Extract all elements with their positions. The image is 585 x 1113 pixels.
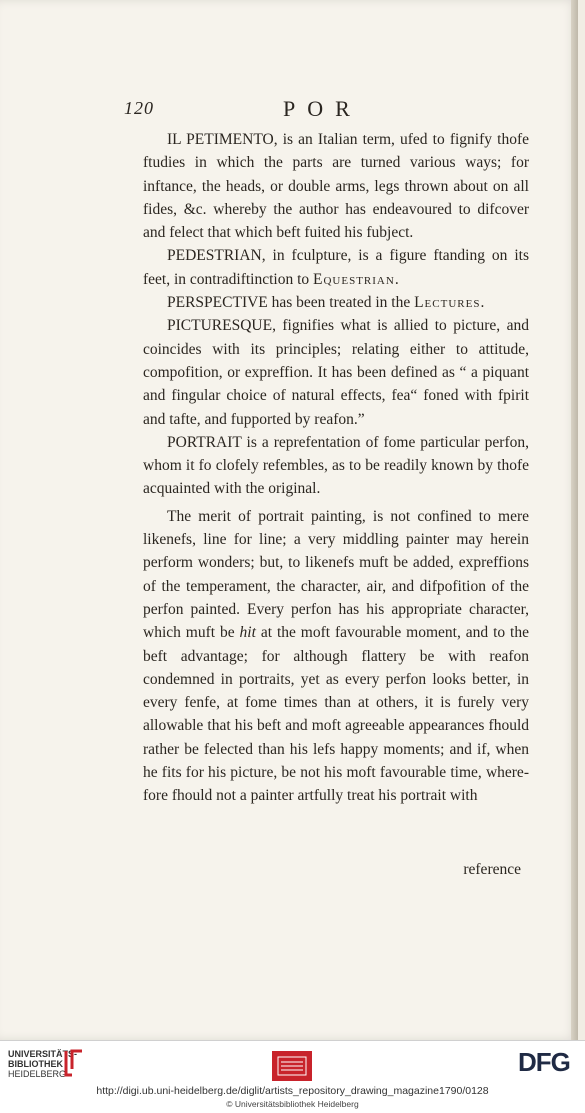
italic-word: hit [239, 624, 256, 642]
library-name-line: BIBLIOTHEK [8, 1059, 63, 1069]
entry-text: IL PETIMENTO, is an Italian term, ufed to fignify thofe ftudies in which the parts are turned various ways; for inftance, the heads, or double arms, legs thrown about on all fides, &c. whereby the author has endeavoured to difcover and felect that which beft fuited his fubject. [143, 131, 529, 242]
entry-pedestrian [143, 244, 529, 291]
entry-text: PERSPECTIVE has been treated in the [167, 294, 415, 312]
library-name-line: HEIDELBERG [8, 1069, 67, 1079]
heidelberg-seal-icon [272, 1051, 312, 1081]
catchword: reference [463, 861, 521, 878]
digitization-footer [0, 1040, 585, 1113]
entry-text: PEDESTRIAN, in fculpture, is a figure ftanding on its feet, in contradiftinction to [143, 247, 529, 288]
entry-picturesque [143, 314, 529, 430]
entry-portrait [143, 431, 529, 501]
paragraph-merit [143, 505, 529, 808]
page-edge-shadow [571, 0, 578, 1040]
entry-text-end: . [480, 294, 485, 312]
copyright-notice: © Universitätsbibliothek Heidelberg [226, 1099, 359, 1109]
seal-graphic-icon [277, 1056, 307, 1076]
body-text [143, 128, 529, 808]
paragraph-text-end: at the moft favourable moment, and to the beft advantage; for although flattery be with reafon condemned in portraits, yet as every perfon looks better, in every fenfe, at fome times than at others, it is furely very allowable that his beft and moft agreeable appearances fhould rather be felected than his lefs happy moments; and if, when he fits for his picture, be not his moft favourable time, wherefore fhould not a painter artfully treat his portrait with [143, 624, 529, 805]
entry-text-end: . [394, 270, 399, 288]
entry-text: PICTURESQUE, fignifies what is allied to picture, and coincides with its principles; relating either to attitude, compofition, or expreffion. It has been defined as “ a piquant and fingular choice of natural effects, fea“ foned with fpirit and tafte, and fupported by reafon.” [143, 317, 529, 428]
paragraph-text: The merit of portrait painting, is not confined to mere likenefs, line for line; a very middling painter may herein perform wonders; but, to likenefs muft be added, expreffions of the temperament, the character, air, and difpofition of the perfon painted. Every perfon has his appropriate character, which muft be [143, 507, 529, 642]
library-name-line: UNIVERSITÄTS- [8, 1049, 78, 1059]
cross-reference: Lectures [414, 294, 481, 312]
cross-reference: Equestrian [313, 270, 395, 288]
running-head: POR [283, 96, 362, 121]
entry-perspective [143, 291, 529, 314]
page-number: 120 [124, 98, 154, 118]
entry-text: PORTRAIT is a reprefentation of fome particular perfon, whom it fo clofely refembles, as to be readily known by thofe acquainted with the original. [143, 433, 529, 498]
entry-pentimento [143, 128, 529, 244]
permalink-url[interactable]: http://digi.ub.uni-heidelberg.de/diglit/artists_repository_drawing_magazine1790/0128 [96, 1085, 489, 1097]
page-header [0, 96, 578, 126]
dfg-logo[interactable]: DFG [518, 1047, 570, 1077]
library-emblem-icon [62, 1049, 86, 1079]
library-logo[interactable] [8, 1049, 118, 1089]
